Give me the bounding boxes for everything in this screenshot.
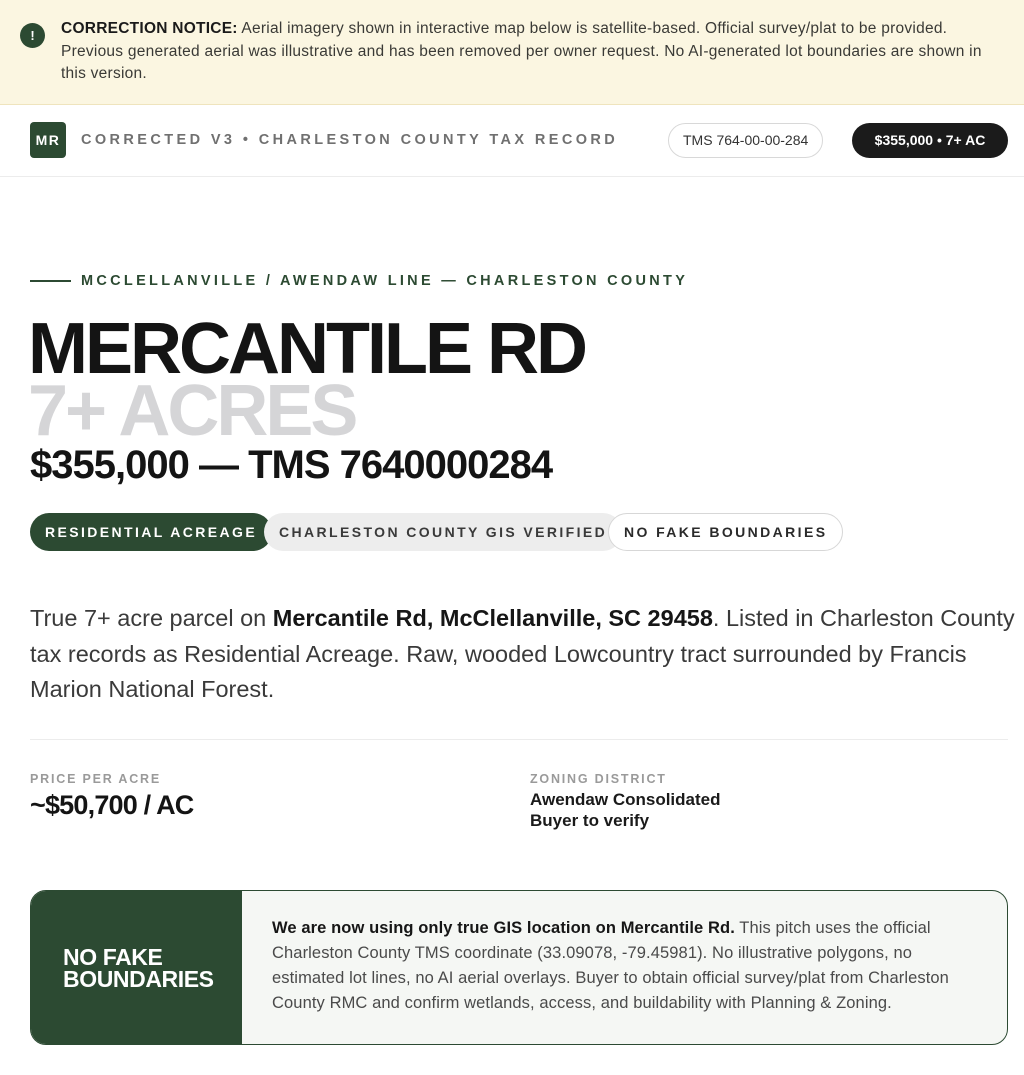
zoning-district-note: Buyer to verify [530,811,650,830]
notice-text [61,18,1008,86]
description-address: Mercantile Rd, McClellanville, SC 29458 [272,605,713,631]
eyebrow-divider [30,280,71,282]
price-per-acre-label: PRICE PER ACRE [30,772,162,786]
page-title: MERCANTILE RD [28,309,585,389]
zoning-district-label: ZONING DISTRICT [530,772,667,786]
description-text-rest: . Listed in Charleston County tax records as Residential Acreage. Raw, wooded Lowcountry tract surrounded by Francis Marion National Forest. [30,605,1015,702]
notice-lead: CORRECTION NOTICE: [61,20,238,37]
page-subtitle-acres: 7+ ACRES [28,371,356,451]
card-body-lead: We are now using only true GIS location on Mercantile Rd. [272,919,735,937]
site-header [0,105,1024,177]
tms-pill[interactable]: TMS 764-00-00-284 [668,123,823,158]
price-tms-heading: $355,000 — TMS 7640000284 [30,443,553,487]
notice-body: Aerial imagery shown in interactive map below is satellite-based. Official survey/plat to be provided. Previous generated aerial was illustrative and has been removed per owner request. No AI-generated lot boundaries are shown in this version. [61,20,982,82]
header-title: CORRECTED V3 • CHARLESTON COUNTY TAX RECORD [81,132,619,148]
section-divider [30,739,1008,740]
zoning-district-value [530,789,721,831]
exclamation-icon: ! [20,23,45,48]
description-text: True 7+ acre parcel on [30,605,273,631]
property-description [30,601,1020,708]
zoning-district-name: Awendaw Consolidated [530,790,721,809]
no-fake-boundaries-card [30,890,1008,1045]
price-per-acre-value: ~$50,700 / AC [30,790,194,820]
tag-no-fake-boundaries: NO FAKE BOUNDARIES [608,513,843,551]
card-label-title: NO FAKE BOUNDARIES [63,944,214,992]
logo[interactable]: MR [30,122,66,158]
card-body [272,916,987,1016]
location-eyebrow: MCCLELLANVILLE / AWENDAW LINE — CHARLESTON COUNTY [81,273,689,289]
tag-gis-verified: CHARLESTON COUNTY GIS VERIFIED [264,513,622,551]
price-pill[interactable]: $355,000 • 7+ AC [852,123,1008,158]
correction-notice-banner [0,0,1024,105]
card-body-text: This pitch uses the official Charleston County TMS coordinate (33.09078, -79.45981). No illustrative polygons, no estimated lot lines, no AI aerial overlays. Buyer to obtain official survey/plat from Charleston County RMC and confirm wetlands, access, and buildability with Planning & Zoning. [272,919,949,1012]
tag-residential-acreage: RESIDENTIAL ACREAGE [30,513,272,551]
card-label-panel [31,891,242,1044]
